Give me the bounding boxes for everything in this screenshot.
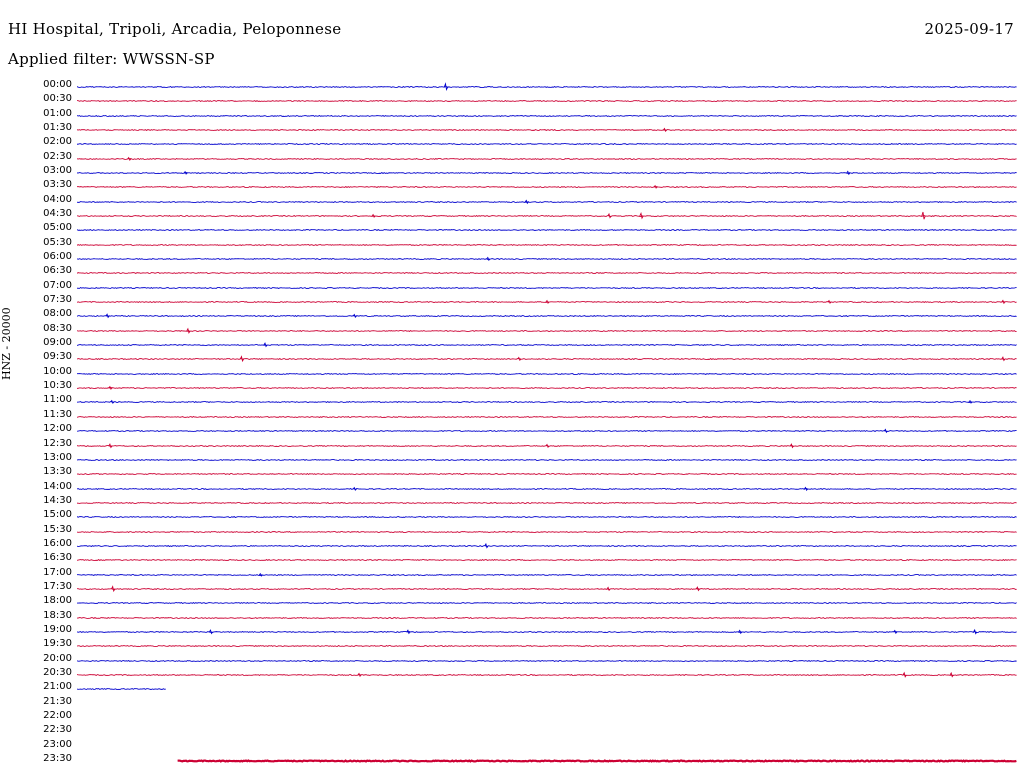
trace-waveform (77, 281, 1017, 295)
trace-row (0, 654, 1024, 668)
chart-header (0, 0, 1024, 76)
trace-waveform (77, 381, 1017, 395)
trace-row (0, 309, 1024, 323)
trace-waveform (77, 80, 1017, 94)
trace-time-label: 23:30 (43, 752, 72, 764)
trace-row (0, 80, 1024, 94)
trace-waveform (77, 424, 1017, 438)
trace-row (0, 281, 1024, 295)
trace-waveform (77, 223, 1017, 237)
trace-row (0, 568, 1024, 582)
trace-time-label: 02:30 (43, 150, 72, 162)
trace-waveform (77, 697, 1017, 711)
trace-waveform (77, 654, 1017, 668)
trace-time-label: 22:00 (43, 709, 72, 721)
trace-waveform (77, 740, 1017, 754)
trace-row (0, 152, 1024, 166)
trace-row (0, 94, 1024, 108)
trace-row (0, 324, 1024, 338)
trace-time-label: 15:00 (43, 509, 72, 521)
trace-row (0, 109, 1024, 123)
trace-waveform (77, 137, 1017, 151)
trace-time-label: 10:30 (43, 380, 72, 392)
trace-waveform (77, 453, 1017, 467)
trace-row (0, 295, 1024, 309)
trace-row (0, 553, 1024, 567)
trace-waveform (77, 510, 1017, 524)
trace-time-label: 20:30 (43, 666, 72, 678)
trace-time-label: 12:00 (43, 423, 72, 435)
trace-waveform (77, 682, 1017, 696)
trace-row (0, 439, 1024, 453)
trace-time-label: 19:00 (43, 623, 72, 635)
trace-time-label: 11:00 (43, 394, 72, 406)
trace-time-label: 22:30 (43, 724, 72, 736)
trace-row (0, 539, 1024, 553)
trace-row (0, 467, 1024, 481)
trace-row (0, 482, 1024, 496)
trace-time-label: 21:00 (43, 681, 72, 693)
trace-waveform (77, 109, 1017, 123)
trace-time-label: 11:30 (43, 408, 72, 420)
trace-row (0, 639, 1024, 653)
trace-row (0, 525, 1024, 539)
trace-waveform (77, 467, 1017, 481)
trace-waveform (77, 568, 1017, 582)
trace-time-label: 06:30 (43, 265, 72, 277)
trace-time-label: 03:00 (43, 165, 72, 177)
trace-waveform (77, 180, 1017, 194)
trace-row (0, 266, 1024, 280)
trace-waveform (77, 439, 1017, 453)
trace-row (0, 338, 1024, 352)
trace-row (0, 668, 1024, 682)
trace-row (0, 195, 1024, 209)
trace-row (0, 367, 1024, 381)
trace-waveform (77, 309, 1017, 323)
trace-time-label: 19:30 (43, 638, 72, 650)
trace-waveform (77, 496, 1017, 510)
trace-time-label: 08:00 (43, 308, 72, 320)
trace-time-label: 09:00 (43, 337, 72, 349)
trace-row (0, 252, 1024, 266)
trace-waveform (77, 539, 1017, 553)
trace-row (0, 582, 1024, 596)
trace-waveform (77, 195, 1017, 209)
trace-time-label: 07:00 (43, 279, 72, 291)
trace-time-label: 13:30 (43, 466, 72, 478)
trace-time-label: 17:30 (43, 580, 72, 592)
trace-waveform (77, 209, 1017, 223)
trace-waveform (77, 295, 1017, 309)
trace-time-label: 00:00 (43, 79, 72, 90)
trace-row (0, 711, 1024, 725)
trace-row (0, 625, 1024, 639)
trace-waveform (77, 123, 1017, 137)
trace-waveform (77, 94, 1017, 108)
trace-time-label: 14:00 (43, 480, 72, 492)
trace-waveform (77, 639, 1017, 653)
trace-row (0, 209, 1024, 223)
trace-waveform (77, 525, 1017, 539)
trace-row (0, 697, 1024, 711)
trace-time-label: 23:00 (43, 738, 72, 750)
trace-time-label: 18:00 (43, 595, 72, 607)
trace-row (0, 381, 1024, 395)
applied-filter-label: Applied filter: WWSSN-SP (8, 50, 215, 68)
trace-time-label: 05:00 (43, 222, 72, 234)
trace-row (0, 238, 1024, 252)
trace-waveform (77, 625, 1017, 639)
trace-time-label: 21:30 (43, 695, 72, 707)
trace-waveform (77, 238, 1017, 252)
trace-waveform (77, 324, 1017, 338)
trace-time-label: 20:00 (43, 652, 72, 664)
trace-waveform (77, 266, 1017, 280)
trace-waveform (77, 711, 1017, 725)
trace-time-label: 04:00 (43, 193, 72, 205)
trace-time-label: 10:00 (43, 365, 72, 377)
trace-time-label: 12:30 (43, 437, 72, 449)
trace-time-label: 09:30 (43, 351, 72, 363)
trace-row (0, 137, 1024, 151)
trace-row (0, 123, 1024, 137)
trace-row (0, 725, 1024, 739)
trace-row (0, 424, 1024, 438)
trace-row (0, 395, 1024, 409)
trace-row (0, 453, 1024, 467)
helicorder-plot (0, 80, 1024, 770)
trace-row (0, 180, 1024, 194)
trace-row (0, 352, 1024, 366)
trace-time-label: 18:30 (43, 609, 72, 621)
trace-time-label: 03:30 (43, 179, 72, 191)
trace-time-label: 08:30 (43, 322, 72, 334)
trace-time-label: 04:30 (43, 208, 72, 220)
trace-row (0, 682, 1024, 696)
trace-waveform (77, 367, 1017, 381)
trace-time-label: 16:30 (43, 552, 72, 564)
trace-row (0, 496, 1024, 510)
trace-row (0, 510, 1024, 524)
trace-waveform (77, 754, 1017, 768)
trace-waveform (77, 482, 1017, 496)
y-axis-label: HNZ - 20000 (0, 307, 13, 380)
trace-waveform (77, 553, 1017, 567)
trace-time-label: 06:00 (43, 251, 72, 263)
trace-row (0, 410, 1024, 424)
page-title: HI Hospital, Tripoli, Arcadia, Peloponnese (8, 20, 342, 38)
trace-waveform (77, 152, 1017, 166)
trace-time-label: 00:30 (43, 93, 72, 105)
trace-row (0, 596, 1024, 610)
trace-row (0, 611, 1024, 625)
trace-row (0, 166, 1024, 180)
trace-waveform (77, 725, 1017, 739)
chart-date: 2025-09-17 (924, 20, 1014, 38)
trace-row (0, 740, 1024, 754)
trace-waveform (77, 395, 1017, 409)
trace-waveform (77, 611, 1017, 625)
trace-time-label: 05:30 (43, 236, 72, 248)
trace-waveform (77, 668, 1017, 682)
trace-time-label: 15:30 (43, 523, 72, 535)
trace-time-label: 14:30 (43, 494, 72, 506)
trace-row (0, 223, 1024, 237)
trace-time-label: 13:00 (43, 451, 72, 463)
trace-waveform (77, 582, 1017, 596)
trace-time-label: 01:00 (43, 107, 72, 119)
trace-waveform (77, 252, 1017, 266)
trace-waveform (77, 338, 1017, 352)
trace-waveform (77, 596, 1017, 610)
trace-time-label: 17:00 (43, 566, 72, 578)
trace-waveform (77, 166, 1017, 180)
trace-time-label: 01:30 (43, 122, 72, 134)
trace-time-label: 07:30 (43, 294, 72, 306)
trace-time-label: 16:00 (43, 537, 72, 549)
trace-waveform (77, 352, 1017, 366)
trace-waveform (77, 410, 1017, 424)
trace-row (0, 754, 1024, 768)
trace-time-label: 02:00 (43, 136, 72, 148)
